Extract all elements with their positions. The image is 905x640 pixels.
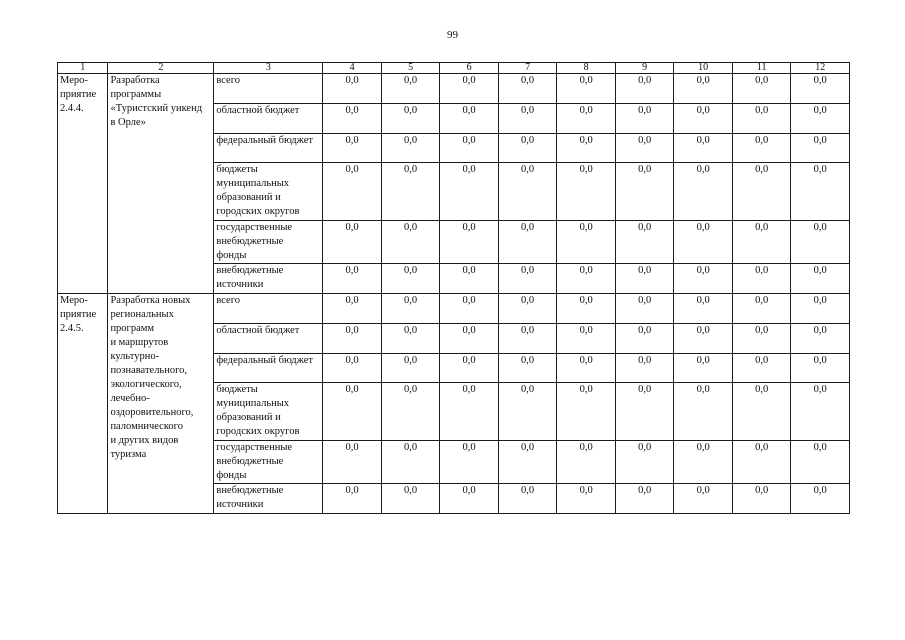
funding-value: 0,0: [323, 383, 382, 441]
funding-value: 0,0: [791, 134, 850, 163]
funding-value: 0,0: [323, 104, 382, 134]
funding-value: 0,0: [615, 294, 674, 324]
column-header: 11: [732, 63, 791, 74]
funding-value: 0,0: [557, 163, 616, 221]
funding-value: 0,0: [440, 441, 499, 484]
funding-value: 0,0: [674, 441, 733, 484]
funding-value: 0,0: [381, 264, 440, 294]
funding-value: 0,0: [498, 134, 557, 163]
funding-value: 0,0: [732, 383, 791, 441]
funding-value: 0,0: [440, 134, 499, 163]
funding-source: областной бюджет: [214, 104, 323, 134]
funding-value: 0,0: [557, 324, 616, 354]
funding-value: 0,0: [381, 441, 440, 484]
funding-value: 0,0: [557, 354, 616, 383]
table-row: [58, 294, 850, 324]
funding-value: 0,0: [732, 221, 791, 264]
funding-value: 0,0: [615, 484, 674, 514]
funding-value: 0,0: [791, 104, 850, 134]
funding-value: 0,0: [674, 74, 733, 104]
funding-value: 0,0: [732, 104, 791, 134]
funding-value: 0,0: [498, 354, 557, 383]
funding-value: 0,0: [381, 104, 440, 134]
funding-value: 0,0: [791, 354, 850, 383]
funding-value: 0,0: [323, 294, 382, 324]
funding-value: 0,0: [615, 324, 674, 354]
funding-value: 0,0: [791, 163, 850, 221]
funding-value: 0,0: [381, 324, 440, 354]
funding-value: 0,0: [674, 163, 733, 221]
funding-value: 0,0: [498, 324, 557, 354]
funding-value: 0,0: [791, 264, 850, 294]
funding-value: 0,0: [498, 104, 557, 134]
funding-value: 0,0: [791, 383, 850, 441]
funding-value: 0,0: [791, 484, 850, 514]
funding-value: 0,0: [615, 221, 674, 264]
funding-value: 0,0: [732, 74, 791, 104]
funding-value: 0,0: [440, 324, 499, 354]
funding-value: 0,0: [381, 134, 440, 163]
funding-value: 0,0: [381, 74, 440, 104]
column-header: 12: [791, 63, 850, 74]
funding-value: 0,0: [674, 134, 733, 163]
column-header: 1: [58, 63, 108, 74]
column-header: 8: [557, 63, 616, 74]
funding-value: 0,0: [381, 163, 440, 221]
column-header: 2: [108, 63, 214, 74]
column-header: 9: [615, 63, 674, 74]
activity-code: Меро- приятие 2.4.4.: [58, 74, 108, 294]
funding-value: 0,0: [732, 163, 791, 221]
funding-value: 0,0: [791, 294, 850, 324]
funding-value: 0,0: [323, 324, 382, 354]
funding-source: государственные внебюджетные фонды: [214, 441, 323, 484]
funding-source: бюджеты муниципальных образований и городских округов: [214, 383, 323, 441]
funding-value: 0,0: [557, 484, 616, 514]
funding-source: федеральный бюджет: [214, 134, 323, 163]
funding-value: 0,0: [791, 221, 850, 264]
funding-value: 0,0: [791, 324, 850, 354]
funding-value: 0,0: [557, 441, 616, 484]
funding-value: 0,0: [674, 264, 733, 294]
funding-value: 0,0: [381, 484, 440, 514]
funding-value: 0,0: [674, 104, 733, 134]
funding-value: 0,0: [557, 383, 616, 441]
funding-source: федеральный бюджет: [214, 354, 323, 383]
funding-value: 0,0: [557, 221, 616, 264]
funding-value: 0,0: [440, 163, 499, 221]
funding-value: 0,0: [557, 74, 616, 104]
funding-value: 0,0: [498, 383, 557, 441]
funding-value: 0,0: [498, 264, 557, 294]
funding-source: всего: [214, 74, 323, 104]
funding-value: 0,0: [732, 264, 791, 294]
funding-value: 0,0: [791, 74, 850, 104]
funding-value: 0,0: [674, 221, 733, 264]
funding-value: 0,0: [498, 221, 557, 264]
funding-value: 0,0: [732, 134, 791, 163]
column-header: 7: [498, 63, 557, 74]
funding-value: 0,0: [615, 104, 674, 134]
funding-value: 0,0: [440, 74, 499, 104]
funding-value: 0,0: [323, 441, 382, 484]
funding-value: 0,0: [674, 294, 733, 324]
funding-source: внебюджетные источники: [214, 484, 323, 514]
funding-value: 0,0: [498, 294, 557, 324]
column-header: 4: [323, 63, 382, 74]
table-body: [58, 74, 850, 514]
funding-source: всего: [214, 294, 323, 324]
funding-source: государственные внебюджетные фонды: [214, 221, 323, 264]
funding-value: 0,0: [440, 221, 499, 264]
funding-source: внебюджетные источники: [214, 264, 323, 294]
funding-value: 0,0: [557, 294, 616, 324]
funding-value: 0,0: [615, 354, 674, 383]
funding-value: 0,0: [381, 294, 440, 324]
funding-source: бюджеты муниципальных образований и городских округов: [214, 163, 323, 221]
funding-value: 0,0: [791, 441, 850, 484]
activity-name: Разработка новых региональных программ и маршрутов культурно- познавательного, экологического, лечебно- оздоровительного, паломнического и других видов туризма: [108, 294, 214, 514]
funding-value: 0,0: [557, 134, 616, 163]
funding-value: 0,0: [615, 383, 674, 441]
funding-value: 0,0: [732, 324, 791, 354]
funding-value: 0,0: [498, 484, 557, 514]
funding-value: 0,0: [674, 354, 733, 383]
funding-value: 0,0: [381, 354, 440, 383]
funding-value: 0,0: [440, 354, 499, 383]
funding-source: областной бюджет: [214, 324, 323, 354]
funding-value: 0,0: [674, 484, 733, 514]
column-header: 6: [440, 63, 499, 74]
funding-value: 0,0: [674, 324, 733, 354]
budget-table: [57, 62, 850, 514]
funding-value: 0,0: [732, 484, 791, 514]
column-header: 3: [214, 63, 323, 74]
funding-value: 0,0: [323, 163, 382, 221]
funding-value: 0,0: [381, 221, 440, 264]
funding-value: 0,0: [323, 74, 382, 104]
funding-value: 0,0: [732, 294, 791, 324]
activity-code: Меро- приятие 2.4.5.: [58, 294, 108, 514]
funding-value: 0,0: [381, 383, 440, 441]
column-header: 5: [381, 63, 440, 74]
funding-value: 0,0: [323, 264, 382, 294]
funding-value: 0,0: [498, 163, 557, 221]
funding-value: 0,0: [615, 163, 674, 221]
funding-value: 0,0: [323, 484, 382, 514]
table-row: [58, 74, 850, 104]
activity-name: Разработка программы «Туристский уикенд в Орле»: [108, 74, 214, 294]
funding-value: 0,0: [557, 264, 616, 294]
funding-value: 0,0: [440, 484, 499, 514]
column-number-row: [58, 63, 850, 74]
funding-value: 0,0: [440, 294, 499, 324]
funding-value: 0,0: [732, 441, 791, 484]
funding-value: 0,0: [498, 74, 557, 104]
page-number: 99: [447, 29, 458, 41]
funding-value: 0,0: [615, 74, 674, 104]
funding-value: 0,0: [440, 383, 499, 441]
funding-value: 0,0: [440, 104, 499, 134]
funding-value: 0,0: [323, 354, 382, 383]
funding-value: 0,0: [323, 221, 382, 264]
funding-value: 0,0: [440, 264, 499, 294]
funding-value: 0,0: [732, 354, 791, 383]
funding-value: 0,0: [615, 134, 674, 163]
funding-value: 0,0: [615, 441, 674, 484]
column-header: 10: [674, 63, 733, 74]
funding-value: 0,0: [323, 134, 382, 163]
funding-value: 0,0: [498, 441, 557, 484]
funding-value: 0,0: [557, 104, 616, 134]
funding-value: 0,0: [615, 264, 674, 294]
funding-value: 0,0: [674, 383, 733, 441]
